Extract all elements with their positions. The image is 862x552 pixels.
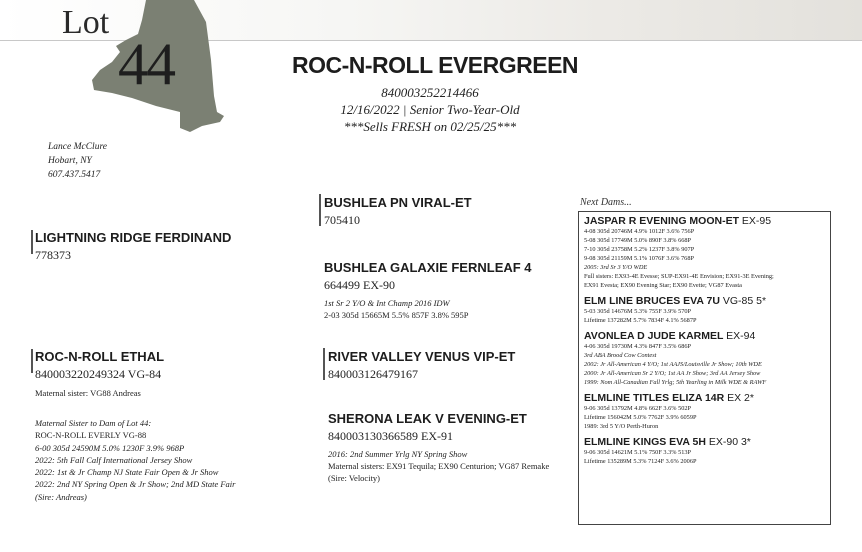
dam-bracket [31, 349, 33, 373]
next-dam-score: EX-94 [726, 330, 756, 342]
next-dam-name [584, 436, 825, 448]
sire-name: LIGHTNING RIDGE FERDINAND [35, 230, 232, 245]
sire-sire-name: BUSHLEA PN VIRAL-ET [324, 195, 472, 210]
next-dam-name-text: ELMLINE KINGS EVA 5H [584, 436, 709, 448]
sire-dam-reg: 664499 EX-90 [324, 278, 395, 292]
sire-reg: 778373 [35, 248, 71, 262]
next-dam-score: EX-95 [741, 215, 772, 227]
dam-dam-reg: 840003130366589 EX-91 [328, 429, 453, 443]
maternal-line: 2022: 2nd NY Spring Open & Jr Show; 2nd MD State Fair [35, 479, 236, 490]
dam-sire-name: RIVER VALLEY VENUS VIP-ET [328, 349, 516, 364]
dam-reg: 840003220249324 VG-84 [35, 367, 162, 381]
next-dam-record-line: 9-06 305d 13792M 4.8% 662F 3.6% 502P [584, 405, 692, 412]
sire-sire-reg: 705410 [324, 213, 360, 227]
next-dam-name-text: ELM LINE BRUCES EVA 7U [584, 295, 723, 307]
fresh-note: ***Sells FRESH on 02/25/25*** [343, 119, 517, 134]
dam-block [35, 349, 164, 399]
lot-number: 44 [118, 31, 174, 97]
maternal-name: ROC-N-ROLL EVERLY VG-88 [35, 430, 147, 441]
dam-dam-block [328, 411, 549, 484]
registration-number: 840003252214466 [381, 85, 479, 100]
next-dams-box [578, 211, 831, 525]
next-dam-score: EX 2* [727, 392, 754, 404]
next-dam-record-line: Lifetime 156042M 5.0% 7762F 3.9% 6059P [584, 414, 697, 421]
next-dam-name-text: ELMLINE TITLES ELIZA 14R [584, 392, 728, 404]
dam-sire-block [328, 349, 515, 382]
next-dam-score: VG-85 5* [722, 295, 767, 307]
next-dam-record-line: EX91 Evesta; EX90 Evening Star; EX90 Evette; VG87 Evasta [584, 282, 742, 289]
consignor-location: Hobart, NY [48, 156, 92, 166]
next-dam-record-line: 1989: 3rd 5 Y/O Perth-Huron [584, 423, 659, 430]
sire-dam-block [324, 260, 532, 321]
next-dams-heading: Next Dams... [580, 197, 632, 208]
sire-bracket [31, 230, 33, 254]
next-dam-record-line: 2005: 3rd Sr 3 Y/O WDE [584, 264, 648, 271]
next-dam-record-line: 4-06 305d 19730M 4.3% 847F 3.5% 686P [584, 343, 692, 350]
next-dam-record-line: 7-10 305d 23758M 5.2% 1237F 3.8% 907P [584, 246, 695, 253]
next-dam-entry [584, 330, 825, 387]
dam-dam-line: 2016: 2nd Summer Yrlg NY Spring Show [328, 449, 468, 459]
next-dam-record-line: 1999: Nom All-Canadian Fall Yrlg; 5th Yearling in Milk WDE & RAWF [584, 379, 767, 386]
dam-note: Maternal sister: VG88 Andreas [35, 388, 141, 398]
next-dam-record-line: Full sisters: EX93-4E Evesse; SUP-EX91-4E Envision; EX91-3E Evening; [584, 273, 774, 280]
maternal-line: 6-00 305d 24590M 5.0% 1230F 3.9% 968P [35, 442, 185, 453]
next-dam-name [584, 330, 825, 342]
dam-dam-line: Maternal sisters: EX91 Tequila; EX90 Centurion; VG87 Remake [328, 461, 550, 471]
maternal-sister-block [35, 417, 235, 503]
maternal-line: 2022: 5th Fall Calf International Jersey Show [35, 454, 193, 465]
dam-dam-line: (Sire: Velocity) [328, 473, 381, 483]
next-dam-record-line: 2002: Jr All-American 4 Y/O; 1st AAJS/Louisville Jr Show; 10th WDE [584, 361, 762, 368]
sire-sire-block [324, 195, 472, 228]
animal-title: ROC-N-ROLL EVERGREEN [292, 52, 579, 78]
next-dam-entry [584, 215, 825, 290]
next-dam-record-line: 5-03 305d 14676M 5.3% 755F 3.9% 570P [584, 308, 692, 315]
sire-dam-line: 1st Sr 2 Y/O & Int Champ 2016 IDW [324, 298, 450, 308]
sire-block [35, 230, 231, 263]
animal-info [300, 84, 560, 135]
dam-name: ROC-N-ROLL ETHAL [35, 349, 165, 364]
next-dam-record-line: 9-06 305d 14621M 5.1% 750F 3.3% 513P [584, 449, 692, 456]
consignor-phone: 607.437.5417 [48, 170, 101, 180]
lot-label: Lot [62, 4, 110, 41]
next-dam-name [584, 215, 825, 227]
next-dam-record-line: 2000: Jr All-American Sr 2 Y/O; 1st AA Jr Show; 3rd AA Jersey Show [584, 370, 761, 377]
sire-dam-name: BUSHLEA GALAXIE FERNLEAF 4 [324, 260, 532, 275]
next-dam-record-line: Lifetime 137282M 5.7% 7834F 4.1% 5687P [584, 317, 697, 324]
next-dam-name-text: AVONLEA D JUDE KARMEL [584, 330, 727, 342]
next-dam-entry [584, 392, 825, 431]
next-dam-record-line: 9-08 305d 21159M 5.1% 1076F 3.6% 768P [584, 255, 694, 262]
maternal-heading: Maternal Sister to Dam of Lot 44: [35, 418, 152, 428]
next-dam-record-line: Lifetime 135289M 5.3% 7124F 3.6% 2006P [584, 458, 697, 465]
next-dam-record-line: 3rd ABA Brood Cow Contest [584, 352, 657, 359]
next-dam-record-line: 4-08 305d 20746M 4.9% 1012F 3.6% 756P [584, 228, 695, 235]
consignor-name: Lance McClure [48, 142, 108, 152]
next-dam-score: EX-90 3* [708, 436, 751, 448]
consignor-info [48, 140, 107, 182]
next-dam-name [584, 295, 825, 307]
next-dam-entry [584, 436, 825, 466]
next-dam-name [584, 392, 825, 404]
maternal-line: (Sire: Andreas) [35, 491, 87, 502]
birth-date-class: 12/16/2022 | Senior Two-Year-Old [340, 102, 520, 117]
sire-dam-line: 2-03 305d 15665M 5.5% 857F 3.8% 595P [324, 310, 469, 320]
dam-dam-name: SHERONA LEAK V EVENING-ET [328, 411, 527, 426]
next-dam-entry [584, 295, 825, 325]
dam-sire-bracket [323, 348, 325, 380]
dam-sire-reg: 840003126479167 [328, 367, 418, 381]
sire-sire-bracket [319, 194, 321, 226]
next-dam-name-text: JASPAR R EVENING MOON-ET [584, 215, 742, 227]
maternal-line: 2022: 1st & Jr Champ NJ State Fair Open & Jr Show [35, 467, 219, 478]
next-dam-record-line: 5-08 305d 17749M 5.0% 890F 3.8% 668P [584, 237, 692, 244]
